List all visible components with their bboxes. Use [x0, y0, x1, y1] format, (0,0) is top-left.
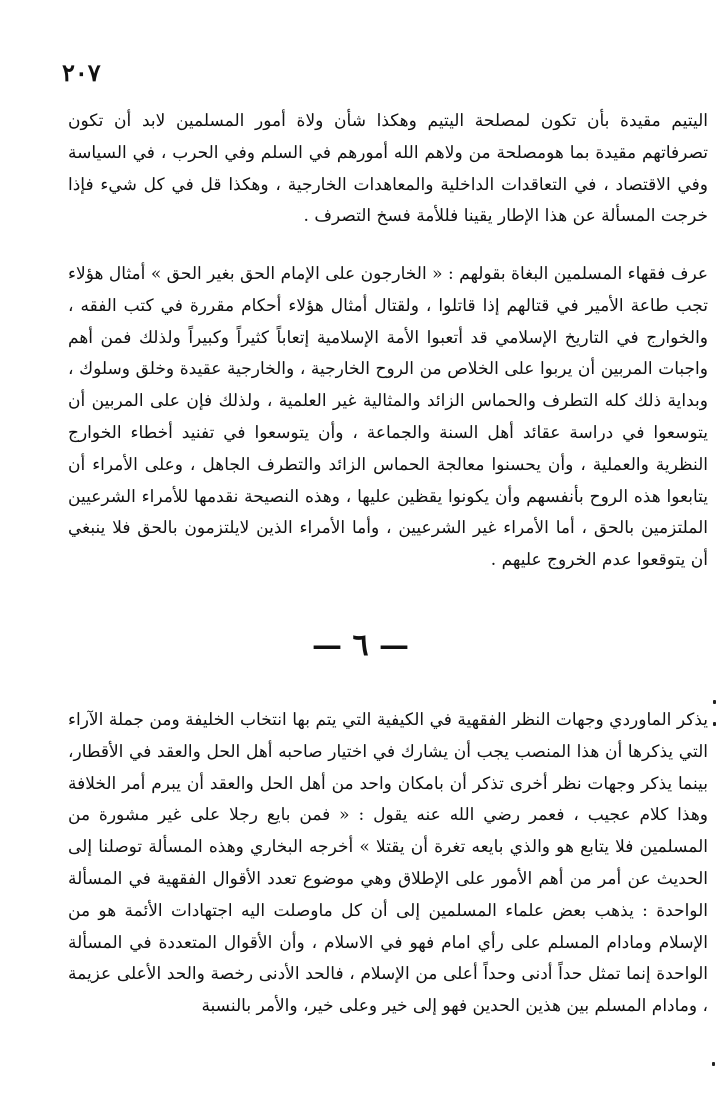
paragraph-guardianship: اليتيم مقيدة بأن تكون لمصلحة اليتيم وهكذا شأن ولاة أمور المسلمين لابد أن تكون تصرفاتهم مقيدة بما هومصلحة من ولاهم الله أمورهم في السلم وفي الحرب ، في السياسة وفي الاقتصاد ، في التعاقدات الداخلية والمعاهدات الخارجية ، وهكذا قل في كل شيء فإذا خرجت المسألة عن هذا الإطار يقينا فللأمة فسخ التصرف . — [68, 111, 708, 227]
margin-speck — [713, 722, 716, 726]
paragraph-rebels: عرف فقهاء المسلمين البغاة بقولهم : « الخارجون على الإمام الحق بغير الحق » أمثال هؤلاء تجب طاعة الأمير في قتالهم إذا قاتلوا ، ولقتال أمثال هؤلاء أحكام مقررة في كتب الفقه ، والخوارج في التاريخ الإسلامي قد أتعبوا الأمة الإسلامية إتعاباً كثيراً وكبيراً ولذلك فمن أهم واجبات المربين أن يربوا على الخلاص من الروح الخارجية ، والخارجية عقيدة وخلق وسلوك ، وبداية ذلك كله التطرف والحماس الزائد والمثالية غير العلمية ، ولذلك فإن على المربين أن يتوسعوا في دراسة عقائد أهل السنة والجماعة ، وأن يتوسعوا في تفنيد أخطاء الخوارج النظرية والعملية ، وأن يحسنوا معالجة الحماس الزائد والتطرف الجاهل ، وعلى الأمراء أن يتابعوا هذه الروح بأنفسهم وأن يكونوا يقظين عليها ، وهذه النصيحة نقدمها للأمراء الشرعيين الملتزمين بالحق ، أما الأمراء غير الشرعيين ، وأما الأمراء الذين لايلتزمون بالحق فلا ينبغي أن يتوقعوا عدم الخروج عليهم . — [68, 264, 708, 571]
margin-speck — [713, 700, 716, 704]
paragraph-caliph-election: يذكر الماوردي وجهات النظر الفقهية في الكيفية التي يتم بها انتخاب الخليفة ومن جملة الآراء التي يذكرها أن هذا المنصب يجب أن يشارك في اختيار صاحبه أهل الحل والعقد في الأقطار، بينما يذكر وجهات نظر أخرى تذكر أن بامكان واحد من أهل الحل والعقد أن يبرم أمر الخلافة وهذا كلام عجيب ، فعمر رضي الله عنه يقول : « فمن بايع رجلا على غير مشورة من المسلمين فلا يتابع هو والذي بايعه تغرة أن يقتلا » أخرجه البخاري وهذه المسألة توصلنا إلى الحديث عن أمر من أهم الأمور على الإطلاق وهي موضوع تعدد الأقوال الفقهية في المسألة الواحدة : يذهب بعض علماء المسلمين إلى أن كل ماوصلت اليه اجتهادات الأئمة هو من الإسلام ومادام المسلم على رأي امام فهو في الاسلام ، وأن الأقوال المتعددة في المسألة الواحدة إنما تمثل حداً أدنى وحداً أعلى من الإسلام ، فالحد الأدنى رخصة والحد الأعلى عزيمة ، ومادام المسلم بين هذين الحدين فهو إلى خير وعلى خير، والأمر بالنسبة — [68, 710, 708, 1017]
margin-speck — [712, 1062, 715, 1066]
page-number: ٢٠٧ — [62, 58, 101, 87]
section-heading: — ٦ — — [311, 628, 410, 663]
